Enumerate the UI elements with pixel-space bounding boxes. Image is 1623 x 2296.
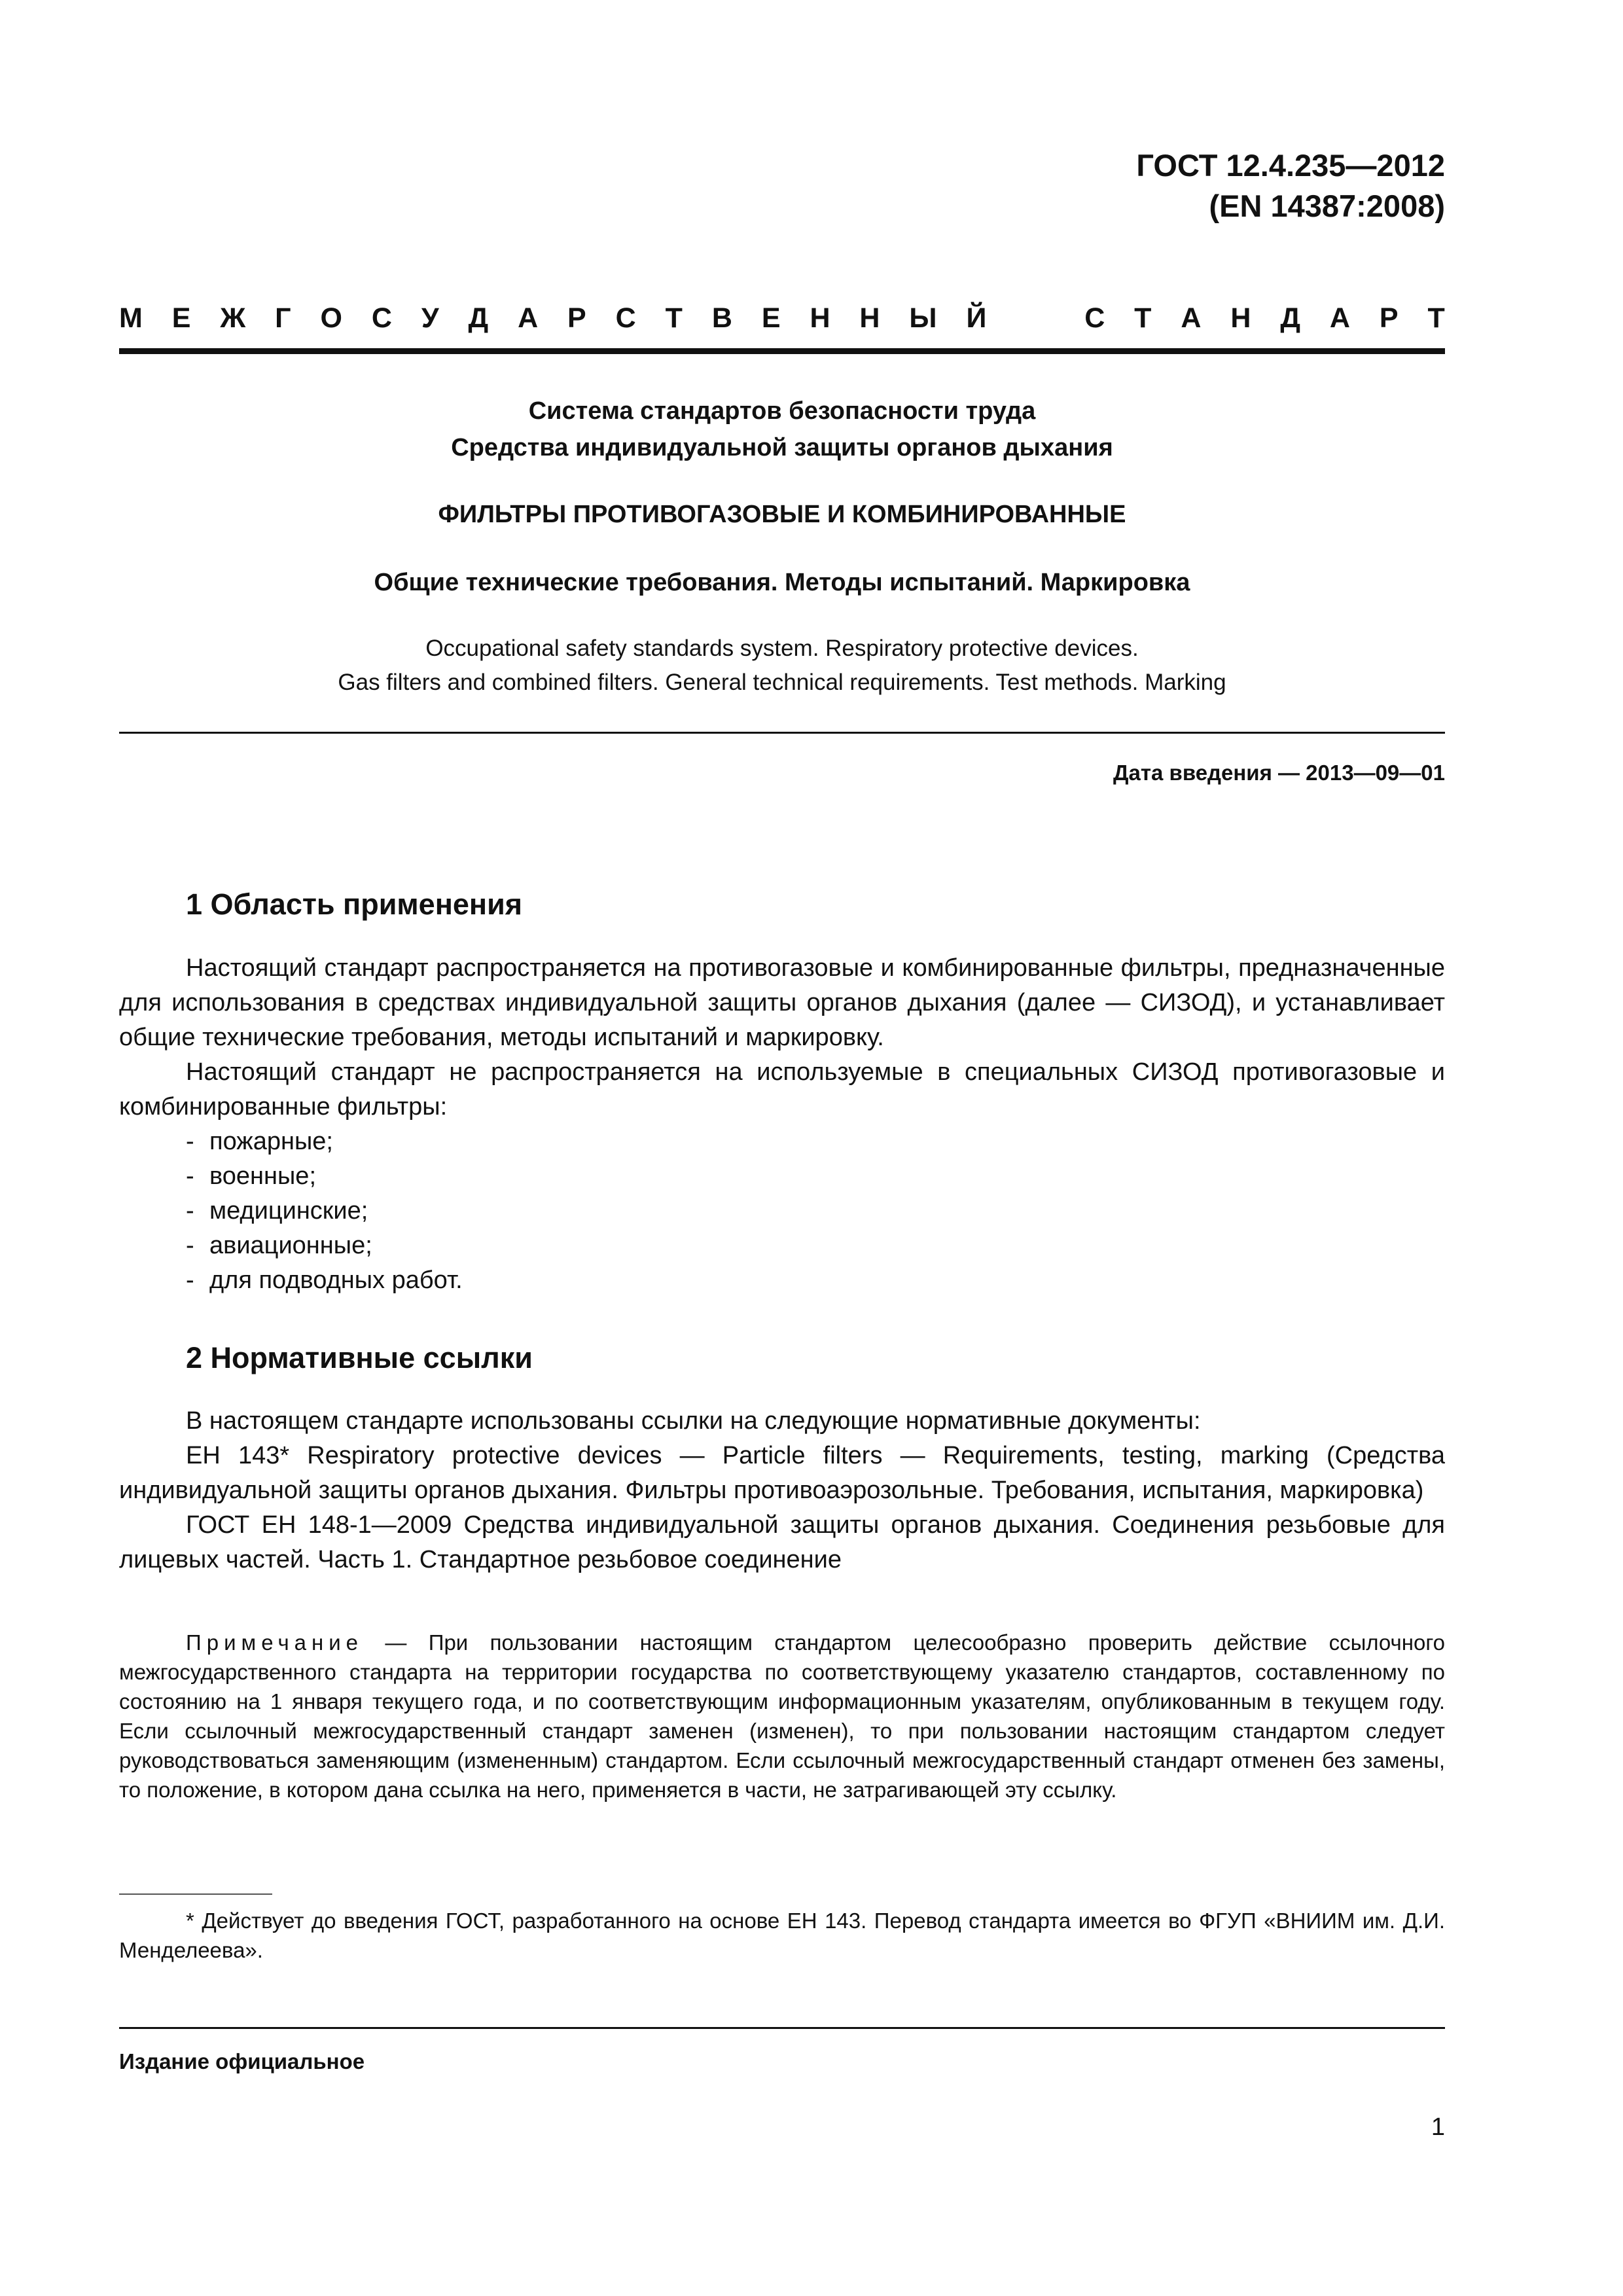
footnote: * Действует до введения ГОСТ, разработанного на основе ЕН 143. Перевод стандарта имеется во ФГУП «ВНИИМ им. Д.И. Менделеева». <box>119 1909 1445 1962</box>
introduction-date: Дата введения — 2013—09—01 <box>1113 761 1445 785</box>
note-text: — При пользовании настоящим стандартом целесообразно проверить действие ссылочного межгосударственного стандарта на территории государства по соответствующему указателю стандартов, составленному по состоянию на 1 января текущего года, и по соответствующим информационным указателям, опубликованным в текущем году. Если ссылочный межгосударственный стандарт заменен (изменен), то при пользовании настоящим стандартом следует руководствоваться заменяющим (измененным) стандартом. Если ссылочный межгосударственный стандарт отменен без замены, то положение, в котором дана ссылка на него, применяется в части, не затрагивающей эту ссылку. <box>119 1630 1445 1802</box>
designation-line2: (EN 14387:2008) <box>1209 188 1445 223</box>
footnote-separator <box>119 1893 272 1895</box>
caption-letter: Ж <box>220 302 246 334</box>
caption-letter: С <box>615 302 636 334</box>
caption-letter: Е <box>761 302 781 334</box>
section1-heading: 1 Область применения <box>186 888 523 921</box>
system-title-line2: Средства индивидуальной защиты органов дыхания <box>451 434 1113 461</box>
list-item: - авиационные; <box>186 1232 372 1259</box>
section2-paragraph3: ГОСТ ЕН 148-1—2009 Средства индивидуальной защиты органов дыхания. Соединения резьбовые для лицевых частей. Часть 1. Стандартное резьбовое соединение <box>119 1511 1445 1573</box>
english-title-line1: Occupational safety standards system. Respiratory protective devices. <box>425 636 1139 661</box>
caption-letter: О <box>320 302 342 334</box>
caption-letter: Н <box>1230 302 1251 334</box>
caption-letter: Д <box>468 302 489 334</box>
caption-letter: Ы <box>909 302 937 334</box>
list-item: - военные; <box>186 1162 317 1190</box>
caption-letter: А <box>1329 302 1350 334</box>
designation-line1: ГОСТ 12.4.235—2012 <box>1136 148 1445 183</box>
caption-letter: А <box>1181 302 1202 334</box>
english-title-line2: Gas filters and combined filters. General technical requirements. Test methods. Marking <box>338 670 1226 695</box>
caption-letter: Н <box>859 302 880 334</box>
caption-letter: Е <box>171 302 191 334</box>
caption-letter: Й <box>966 302 987 334</box>
system-title-line1: Система стандартов безопасности труда <box>528 397 1036 425</box>
caption-letter: Р <box>567 302 586 334</box>
page-number: 1 <box>1431 2113 1445 2141</box>
footer-rule <box>119 2027 1445 2029</box>
caption-letter: Р <box>1379 302 1399 334</box>
caption-letter: Т <box>1134 302 1152 334</box>
caption-word-gap <box>1016 298 1055 338</box>
exclusion-list <box>119 1124 1445 1298</box>
header-rule <box>119 348 1445 354</box>
note-label: Примечание <box>186 1630 364 1655</box>
section2-paragraph1: В настоящем стандарте использованы ссылки на следующие нормативные документы: <box>186 1407 1201 1435</box>
caption-letter: Т <box>665 302 683 334</box>
caption-letter: Д <box>1280 302 1300 334</box>
caption-letter: М <box>119 302 143 334</box>
caption-letter: Н <box>810 302 830 334</box>
english-title <box>119 632 1445 700</box>
caption-letter: С <box>1084 302 1105 334</box>
section1-paragraph2: Настоящий стандарт не распространяется на используемые в специальных СИЗОД противогазовые и комбинированные фильтры: <box>119 1058 1445 1121</box>
caption-letter: Г <box>275 302 291 334</box>
section2-heading: 2 Нормативные ссылки <box>186 1341 533 1374</box>
caption-letter: А <box>518 302 539 334</box>
official-edition-label: Издание официальное <box>119 2049 365 2073</box>
section2-paragraph2: ЕН 143* Respiratory protective devices — Particle filters — Requirements, testing, marking (Средства индивидуальной защиты органов дыхания. Фильтры противоаэрозольные. Требования, испытания, маркировка) <box>119 1442 1445 1504</box>
title-rule <box>119 732 1445 734</box>
caption-letter: С <box>371 302 392 334</box>
list-item: - пожарные; <box>186 1128 333 1155</box>
standard-designation <box>1136 145 1445 226</box>
caption-letter: В <box>711 302 732 334</box>
list-item: - медицинские; <box>186 1197 368 1225</box>
caption-letter: Т <box>1427 302 1445 334</box>
section1-body <box>119 951 1445 1298</box>
sub-title: Общие технические требования. Методы испытаний. Маркировка <box>374 569 1190 596</box>
section1-paragraph1: Настоящий стандарт распространяется на противогазовые и комбинированные фильтры, предназначенные для использования в средствах индивидуальной защиты органов дыхания (далее — СИЗОД), и устанавливает общие технические требования, методы испытаний и маркировку. <box>119 954 1445 1051</box>
list-item: - для подводных работ. <box>186 1266 463 1294</box>
section2-note <box>119 1628 1445 1804</box>
interstate-standard-caption <box>119 298 1445 338</box>
system-title <box>119 393 1445 466</box>
main-title: ФИЛЬТРЫ ПРОТИВОГАЗОВЫЕ И КОМБИНИРОВАННЫЕ <box>438 501 1126 528</box>
section2-body <box>119 1404 1445 1577</box>
caption-letter: У <box>421 302 439 334</box>
